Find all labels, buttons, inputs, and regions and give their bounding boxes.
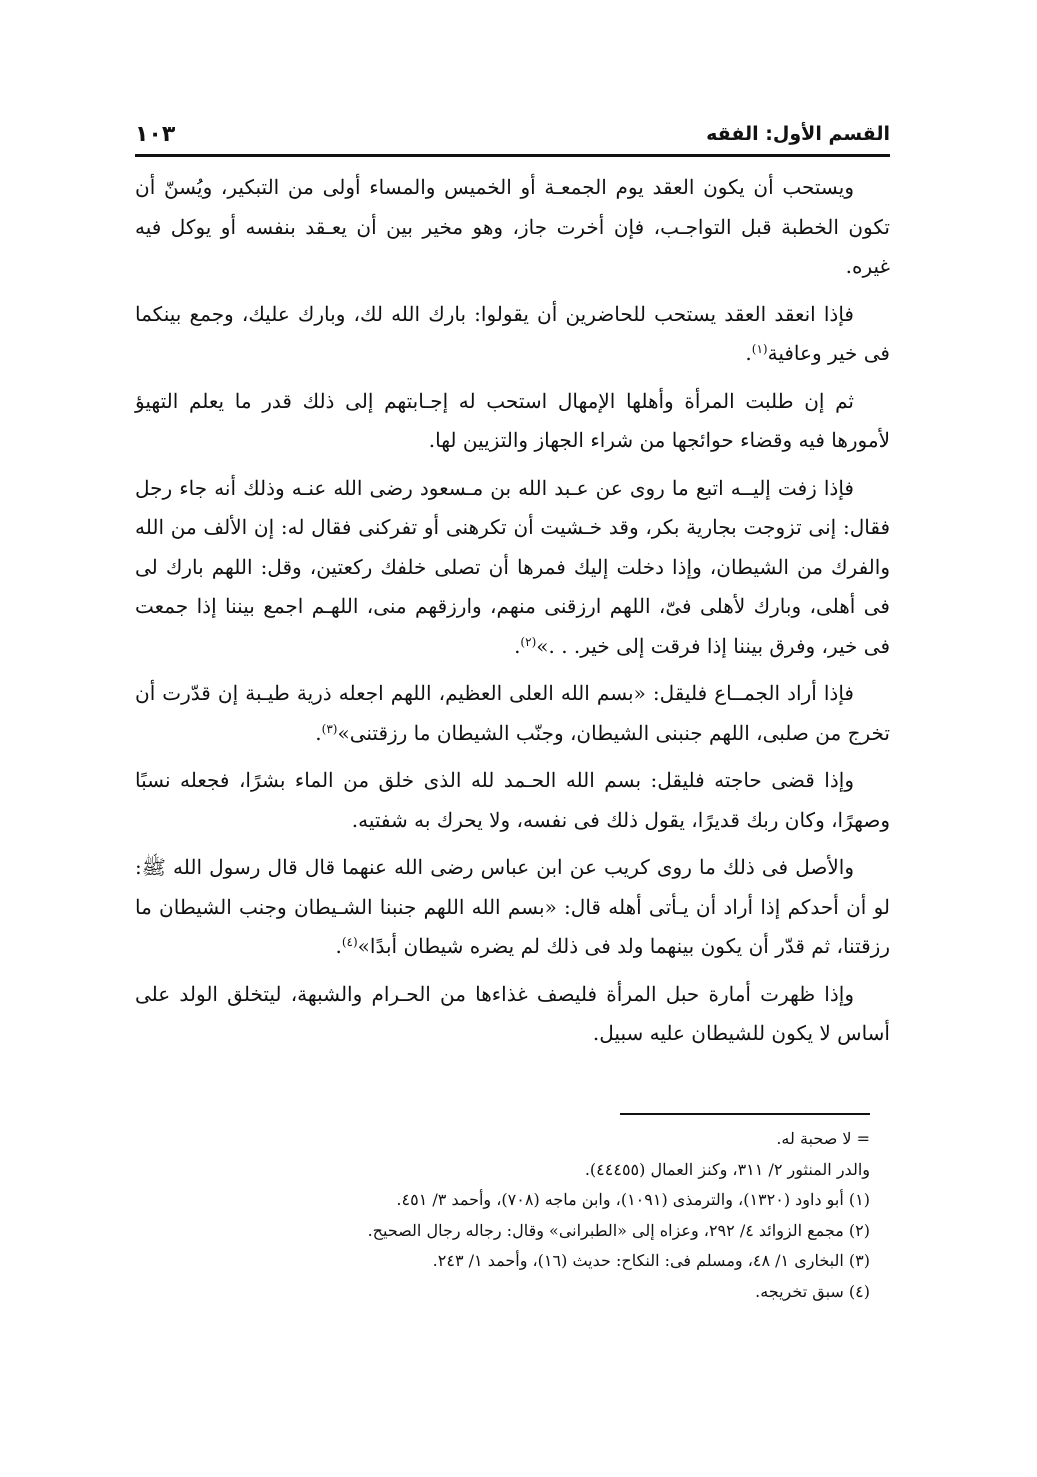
paragraph: والأصل فى ذلك ما روى كريب عن ابن عباس رضى الله عنهما قال قال رسول الله ﷺ: لو أن أحدكم إذا أراد أن يـأتى أهله قال: «بسم الله اللهم جنبنا الشـيطان وجنب الشيطان ما رزقتنا، ثم قدّر أن يكون بينهما ولد فى ذلك لم يضره شيطان أبدًا»$^{(٤)}$.	[135, 855, 890, 958]
footnote-ref: (١)	[751, 342, 768, 356]
footnote-1: (١) أبو داود (١٣٢٠)، والترمذى (١٠٩١)، وابن ماجه (٧٠٨)، وأحمد ٣/ ٤٥١.	[396, 1190, 870, 1209]
footnote-separator	[620, 1113, 870, 1115]
page-header	[135, 118, 890, 150]
paragraph: وإذا ظهرت أمارة حبل المرأة فليصف غذاءها من الحـرام والشبهة، ليتخلق الولد على أساس لا يكون للشيطان عليه سبيل.	[135, 981, 890, 1045]
footnote-ref: (٤)	[341, 935, 358, 949]
paragraph: فإذا انعقد العقد يستحب للحاضرين أن يقولوا: بارك الله لك، وبارك عليك، وجمع بينكما فى خير وعافية$^{(١)}$.	[135, 301, 890, 365]
page-number: ١٠٣	[135, 121, 176, 147]
footnote-continuation: والدر المنثور ٢/ ٣١١، وكنز العمال (٤٤٤٥٥).	[584, 1159, 870, 1179]
footnote-4: (٤) سبق تخريجه.	[755, 1281, 870, 1301]
footnotes	[135, 1124, 870, 1307]
footnote-ref: (٢)	[520, 634, 537, 649]
header-rule	[135, 154, 890, 157]
paragraph: وإذا قضى حاجته فليقل: بسم الله الحـمد لله الذى خلق من الماء بشرًا، فجعله نسبًا وصهرًا، وكان ربك قديرًا، يقول ذلك فى نفسه، ولا يحرك به شفتيه.	[135, 768, 890, 832]
paragraph: ويستحب أن يكون العقد يوم الجمعـة أو الخميس والمساء أولى من التبكير، ويُسنّ أن تكون الخطبة قبل التواجـب، فإن أخرت جاز، وهو مخير بين أن يعـقد بنفسه أو يوكل فيه غيره.	[135, 175, 890, 278]
paragraph: فإذا زفت إليــه اتبع ما روى عن عـبد الله بن مـسعود رضى الله عنـه وذلك أنه جاء رجل فقال: إنى تزوجت بجارية بكر، وقد خـشيت أن تكرهنى أو تفركنى فقال له: إن الألف من الله والفرك من الشيطان، وإذا دخلت إليك فمرها أن تصلى خلفك ركعتين، وقل: اللهم بارك لى فى أهلى، وبارك لأهلى فىّ، اللهم ارزقنى منهم، وارزقهم منى، اللهـم اجمع بيننا إذا جمعت فى خير، وفرق بيننا إذا فرقت إلى خير. . .»$^{(٢)}$.	[135, 475, 890, 658]
footnote-3: (٣) البخارى ١/ ٤٨، ومسلم فى: النكاح: حديث (١٦)، وأحمد ١/ ٢٤٣.	[432, 1251, 870, 1270]
body-text	[135, 168, 890, 1062]
footnote-ref: (٣)	[321, 721, 338, 736]
footnote-continuation: = لا صحبة له.	[776, 1129, 870, 1148]
paragraph: ثم إن طلبت المرأة وأهلها الإمهال استحب له إجـابتهم إلى ذلك قدر ما يعلم التهيؤ لأمورها فيه وقضاء حوائجها من شراء الجهاز والتزيين لها.	[135, 388, 890, 452]
paragraph: فإذا أراد الجمــاع فليقل: «بسم الله العلى العظيم، اللهم اجعله ذرية طيـبة إن قدّرت أن تخرج من صلبى، اللهم جنبنى الشيطان، وجنّب الشيطان ما رزقتنى»$^{(٣)}$.	[135, 681, 890, 745]
section-title: القسم الأول: الفقه	[706, 123, 890, 145]
footnote-2: (٢) مجمع الزوائد ٤/ ٢٩٢، وعزاه إلى «الطبرانى» وقال: رجاله رجال الصحيح.	[367, 1220, 870, 1240]
